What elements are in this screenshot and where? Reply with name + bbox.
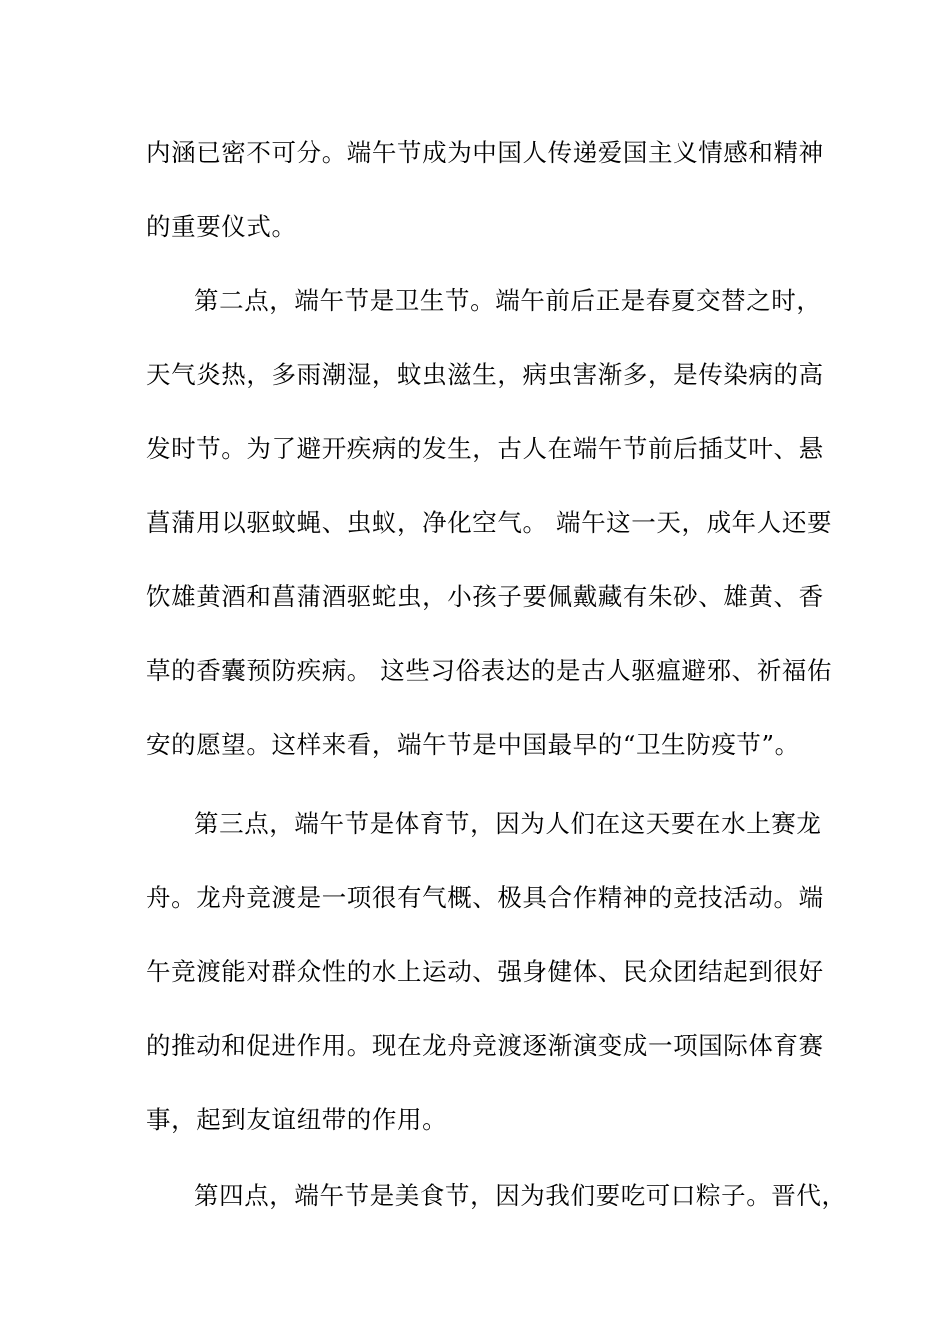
text-line: 安的愿望。这样来看，端午节是中国最早的“卫生防疫节”。 xyxy=(146,730,800,759)
text-line: 事，起到友谊纽带的作用。 xyxy=(146,1105,448,1134)
text-line: 午竞渡能对群众性的水上运动、强身健体、民众团结起到很好 xyxy=(146,957,824,986)
text-line: 的重要仪式。 xyxy=(146,212,297,241)
text-line: 菖蒲用以驱蚊蝇、虫蚁，净化空气。 端午这一天，成年人还要 xyxy=(146,508,833,537)
text-line: 发时节。为了避开疾病的发生，古人在端午节前后插艾叶、悬 xyxy=(146,434,824,463)
text-line: 第二点，端午节是卫生节。端午前后正是春夏交替之时， xyxy=(194,286,822,315)
text-line: 第三点，端午节是体育节，因为人们在这天要在水上赛龙 xyxy=(194,809,822,838)
text-line: 饮雄黄酒和菖蒲酒驱蛇虫，小孩子要佩戴藏有朱砂、雄黄、香 xyxy=(146,582,824,611)
text-line: 第四点，端午节是美食节，因为我们要吃可口粽子。晋代， xyxy=(194,1181,847,1210)
text-line: 内涵已密不可分。端午节成为中国人传递爱国主义情感和精神 xyxy=(146,138,824,167)
text-line: 天气炎热，多雨潮湿，蚊虫滋生，病虫害渐多，是传染病的高 xyxy=(146,360,824,389)
text-line: 的推动和促进作用。现在龙舟竞渡逐渐演变成一项国际体育赛 xyxy=(146,1031,824,1060)
text-line: 舟。龙舟竞渡是一项很有气概、极具合作精神的竞技活动。端 xyxy=(146,883,824,912)
text-line: 草的香囊预防疾病。 这些习俗表达的是古人驱瘟避邪、祈福佑 xyxy=(146,656,833,685)
